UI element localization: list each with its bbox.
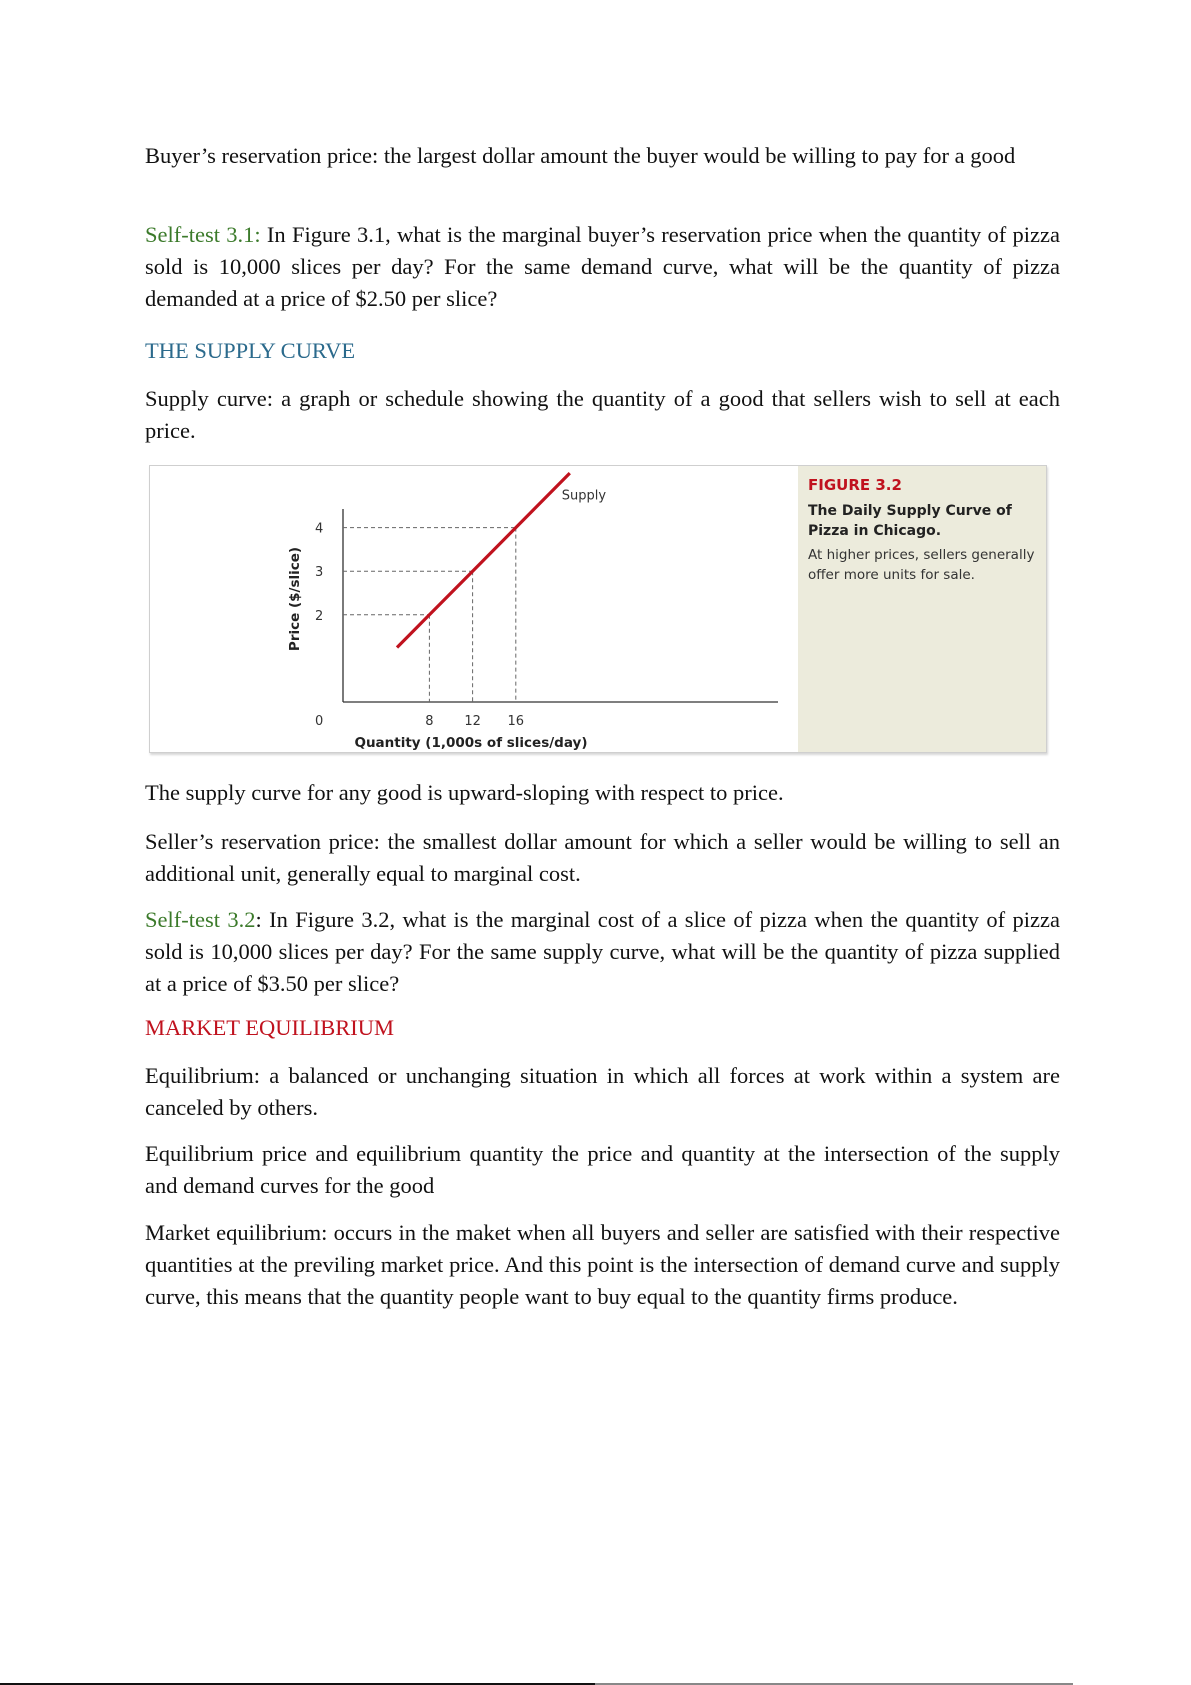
supply-curve-heading: THE SUPPLY CURVE	[145, 338, 356, 363]
x-axis-label: Quantity (1,000s of slices/day)	[354, 735, 588, 751]
seller-reservation-paragraph: Seller’s reservation price: the smallest dollar amount for which a seller would be willing to sell an additional unit, generally equal to marginal cost.	[145, 829, 1060, 886]
self-test-3-2-text: : In Figure 3.2, what is the marginal cost of a slice of pizza when the quantity of pizza sold is 10,000 slices per day? For the same supply curve, what will be the quantity of pizza supplied at a price of $3.50 per slice?	[145, 907, 1061, 996]
x-tick-label: 12	[464, 714, 481, 729]
x-tick-label: 16	[507, 714, 525, 729]
self-test-3-2-label: Self-test 3.2	[145, 907, 256, 932]
upward-sloping-paragraph: The supply curve for any good is upward-sloping with respect to price.	[145, 780, 784, 805]
origin-label: 0	[315, 714, 324, 729]
figure-3-2	[149, 465, 1047, 753]
figure-number: FIGURE 3.2	[808, 476, 902, 494]
self-test-3-1-paragraph	[145, 219, 1060, 315]
chart-axes	[343, 509, 778, 702]
buyer-reservation-paragraph: Buyer’s reservation price: the largest dollar amount the buyer would be willing to pay for a good	[145, 143, 1016, 168]
y-tick-label: 4	[315, 521, 324, 537]
supply-curve-line	[397, 473, 570, 647]
self-test-3-2-paragraph	[145, 904, 1060, 1000]
self-test-3-1-label: Self-test 3.1:	[145, 222, 261, 247]
market-equilibrium-paragraph: Market equilibrium: occurs in the maket when all buyers and seller are satisfied with their respective quantities at the previling market price. And this point is the intersection of demand curve and supply curve, this means that the quantity people want to buy equal to the quantity firms produce.	[145, 1220, 1060, 1309]
y-tick-label: 2	[315, 608, 324, 624]
market-equilibrium-heading: MARKET EQUILIBRIUM	[145, 1015, 394, 1040]
chart-series	[397, 473, 570, 647]
equilibrium-price-quantity-paragraph: Equilibrium price and equilibrium quantity the price and quantity at the intersection of the supply and demand curves for the good	[145, 1141, 1060, 1198]
figure-caption	[798, 466, 1046, 752]
figure-title: The Daily Supply Curve of Pizza in Chicago.	[808, 503, 1012, 539]
y-axis-label: Price ($/slice)	[287, 546, 303, 652]
supply-curve-definition: Supply curve: a graph or schedule showing the quantity of a good that sellers wish to sell at each price.	[145, 386, 1060, 443]
x-tick-label: 8	[425, 714, 434, 729]
chart-labels	[287, 488, 606, 751]
supply-curve-label: Supply	[561, 488, 607, 504]
y-tick-label: 3	[315, 565, 324, 581]
self-test-3-1-text: In Figure 3.1, what is the marginal buyer’s reservation price when the quantity of pizza sold is 10,000 slices per day? For the same demand curve, what will be the quantity of pizza demanded at a price of $2.50 per slice?	[145, 222, 1060, 311]
figure-description: At higher prices, sellers generally offer more units for sale.	[808, 547, 1035, 583]
equilibrium-definition: Equilibrium: a balanced or unchanging situation in which all forces at work within a system are canceled by others.	[145, 1063, 1060, 1120]
supply-chart	[150, 466, 798, 752]
